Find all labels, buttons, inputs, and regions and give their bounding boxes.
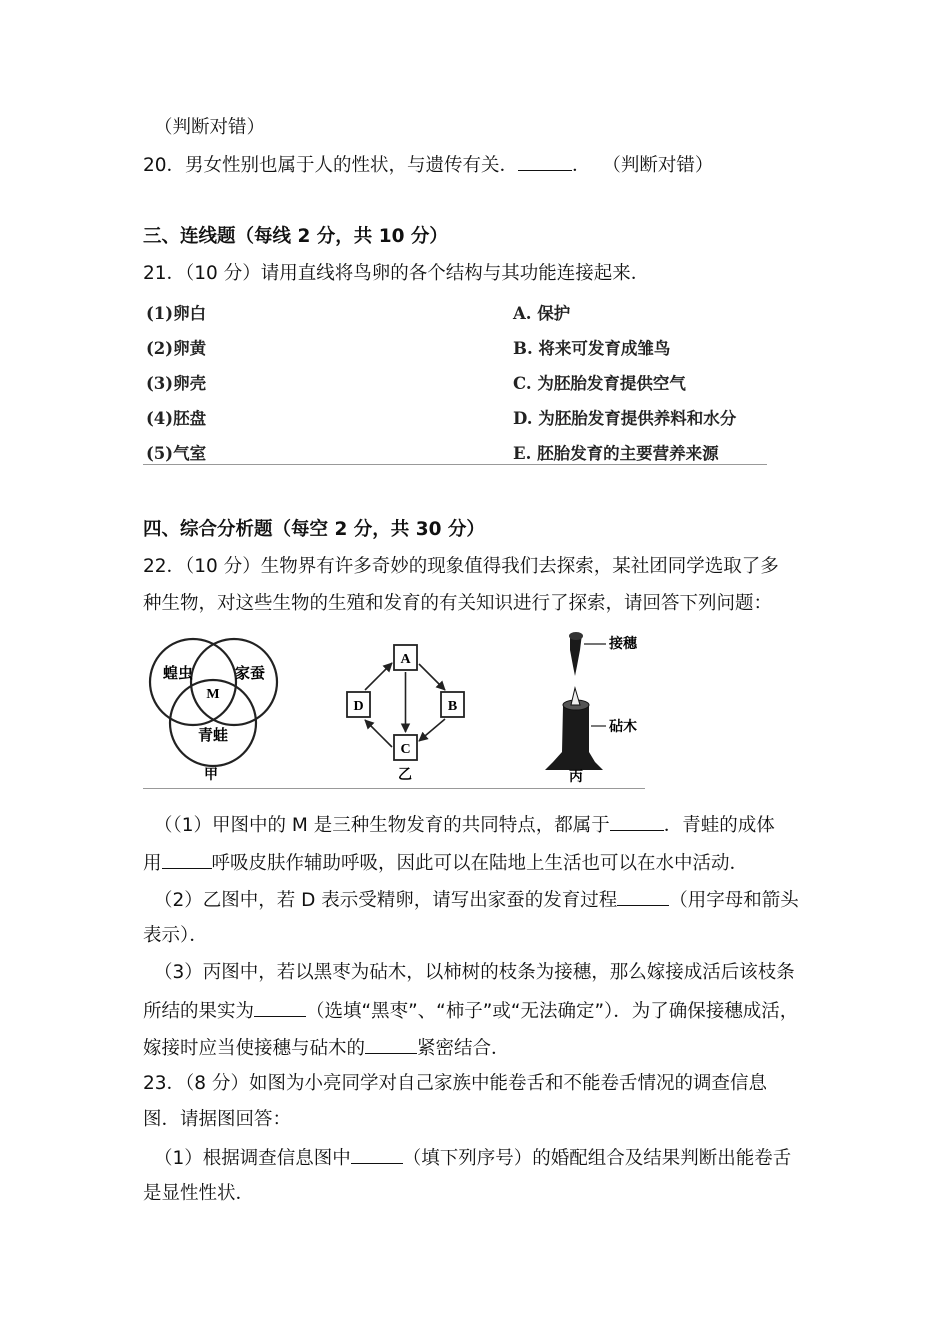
question-20-hint: （判断对错） [602,155,714,176]
cycle-label-a: A [400,652,411,667]
structure-item: (4)胚盘 [146,409,207,428]
subquestion-23-1-line1 [154,1145,791,1171]
cycle-label-c: C [400,742,411,757]
caption-yi: 乙 [398,768,412,783]
subquestion-2-text-cont: （用字母和箭头 [669,890,799,911]
rootstock-shape [545,706,603,770]
function-item: C. 为胚胎发育提供空气 [513,374,686,393]
subquestion-2-text: （2）乙图中，若 D 表示受精卵，请写出家蚕的发育过程 [154,890,618,911]
venn-label-frog: 青蛙 [197,728,229,744]
subquestion-1-text: （（1）甲图中的 M 是三种生物发育的共同特点，都属于 [154,815,610,836]
structure-item: (2)卵黄 [146,339,207,358]
subquestion-23-1-text: （1）根据调查信息图中 [154,1148,351,1169]
venn-label-locust: 蝗虫 [162,666,194,682]
subquestion-1-line2 [143,850,748,876]
subquestion-23-1-line2: 是显性性状． [143,1183,255,1204]
subquestion-1-text-b: 用 [143,853,162,874]
matching-row [143,364,767,399]
matching-row [143,329,767,364]
answer-blank [162,850,212,869]
venn-label-silkworm: 家蚕 [234,666,266,682]
subquestion-3-line2 [143,998,798,1024]
section-3-heading: 三、连线题（每线 2 分，共 10 分） [143,226,448,247]
subquestion-1-text-cont: ．青蛙的成体 [663,815,775,836]
subquestion-23-1-text-cont: （填下列序号）的婚配组合及结果判断出能卷舌 [402,1148,792,1169]
grafting-diagram [545,632,638,785]
section-4-heading: 四、综合分析题（每空 2 分，共 30 分） [143,519,485,540]
caption-jia: 甲 [204,768,218,783]
question-23-line2: 图．请据图回答： [143,1109,292,1130]
arrow-b-to-c [419,719,445,741]
question-22-line1: 22．（10 分）生物界有许多奇妙的现象值得我们去探索，某社团同学选取了多 [143,556,779,577]
judge-hint-line [154,116,265,140]
venn-label-m: M [206,687,220,702]
structure-item: (1)卵白 [146,304,207,323]
answer-blank [254,998,306,1017]
answer-blank [617,887,669,906]
venn-diagram [150,639,277,783]
scion-shape [570,634,582,676]
cycle-label-b: B [447,699,458,714]
matching-row [143,399,767,434]
graft-cut [571,688,580,705]
scion-top [569,632,583,640]
question-20-period: ． [572,155,591,176]
answer-blank [351,1145,403,1164]
subquestion-2-line1 [154,887,799,913]
matching-row [143,294,767,329]
question-20-text: 20．男女性别也属于人的性状，与遗传有关． [143,155,519,176]
subquestion-2-line2: 表示）． [143,925,208,946]
subquestion-3-text-b: 嫁接时应当使接穗与砧木的 [143,1038,366,1059]
arrow-a-to-b [419,664,445,690]
subquestion-3-line3 [143,1035,510,1061]
arrow-d-to-a [365,663,392,690]
caption-bing: 丙 [569,770,583,785]
subquestion-3-text-c: 紧密结合． [417,1038,510,1059]
matching-row [143,434,767,469]
question-22-line2: 种生物，对这些生物的生殖和发育的有关知识进行了探索，请回答下列问题： [143,593,773,614]
figure-panel [143,628,645,789]
judge-hint: （判断对错） [154,117,266,138]
subquestion-3-line1: （3）丙图中，若以黑枣为砧木，以柿树的枝条为接穗，那么嫁接成活后该枝条 [154,962,795,983]
question-20 [143,152,713,178]
answer-blank [610,812,664,831]
cycle-diagram [347,645,464,783]
answer-blank [365,1035,417,1054]
subquestion-3-text: 所结的果实为 [143,1001,255,1022]
structure-item: (3)卵壳 [146,374,207,393]
scion-label: 接穗 [609,637,637,652]
function-item: A. 保护 [513,304,571,323]
function-item: B. 将来可发育成雏鸟 [513,339,671,358]
subquestion-3-options: （选填“黑枣”、“柿子”或“无法确定”）．为了确保接穗成活， [306,1001,799,1022]
cycle-label-d: D [353,699,364,714]
arrow-c-to-d [365,720,392,747]
matching-table [143,294,767,465]
structure-item: (5)气室 [146,444,207,463]
question-23-line1: 23．（8 分）如图为小亮同学对自己家族中能卷舌和不能卷舌情况的调查信息 [143,1073,767,1094]
answer-blank [518,152,572,171]
function-item: E. 胚胎发育的主要营养来源 [513,444,719,463]
function-item: D. 为胚胎发育提供养料和水分 [513,409,737,428]
rootstock-label: 砧木 [609,720,637,735]
subquestion-1-text-c: 呼吸皮肤作辅助呼吸，因此可以在陆地上生活也可以在水中活动． [211,853,749,874]
question-21: 21．（10 分）请用直线将鸟卵的各个结构与其功能连接起来． [143,263,650,284]
subquestion-1-line1 [154,812,775,838]
